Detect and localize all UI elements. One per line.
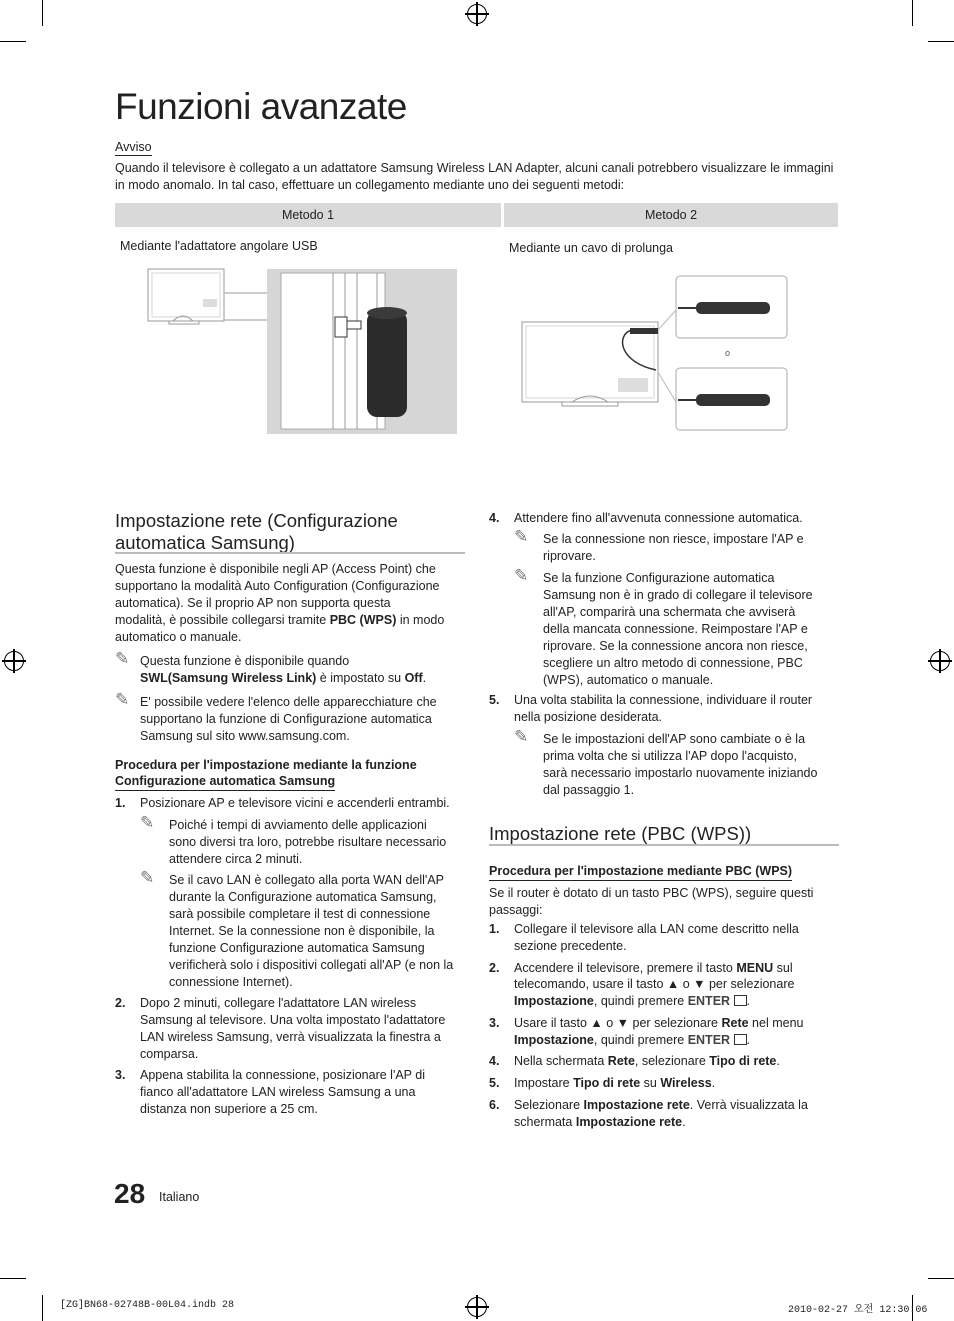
left-heading-line2: automatica Samsung) bbox=[115, 532, 295, 553]
step-text: Attendere fino all'avvenuta connessione automatica. bbox=[514, 511, 803, 525]
step-text: schermata Impostazione rete. bbox=[514, 1115, 686, 1129]
note-icon: ✎ bbox=[514, 727, 529, 746]
step-number: 2. bbox=[115, 996, 126, 1010]
step-number: 4. bbox=[489, 1054, 500, 1068]
pbc-intro: Se il router è dotato di un tasto PBC (WPS), seguire questi bbox=[489, 886, 814, 900]
step-number: 5. bbox=[489, 693, 500, 707]
step-text: Samsung al televisore. Una volta impostato l'adattatore bbox=[140, 1013, 446, 1027]
step-number: 2. bbox=[489, 961, 500, 975]
step-text: comparsa. bbox=[140, 1047, 199, 1061]
step-text: Selezionare Impostazione rete. Verrà visualizzata la bbox=[514, 1098, 808, 1112]
step-text: telecomando, usare il tasto ▲ o ▼ per selezionare bbox=[514, 977, 795, 991]
note-line: sarà necessario impostarlo nuovamente iniziando bbox=[543, 766, 818, 780]
enter-icon bbox=[734, 1034, 747, 1045]
registration-mark-icon bbox=[930, 651, 950, 671]
step-text: Appena stabilita la connessione, posizionare l'AP di bbox=[140, 1068, 425, 1082]
step-text: Posizionare AP e televisore vicini e accenderli entrambi. bbox=[140, 796, 450, 810]
note-line: durante la Configurazione automatica Samsung, bbox=[169, 890, 437, 904]
note-line: Poiché i tempi di avviamento delle applicazioni bbox=[169, 818, 427, 832]
note-line: Samsung non è in grado di collegare il televisore bbox=[543, 588, 813, 602]
intro-line: Questa funzione è disponibile negli AP (Access Point) che bbox=[115, 562, 436, 576]
left-heading-line1: Impostazione rete (Configurazione bbox=[115, 510, 398, 531]
avviso-heading: Avviso bbox=[115, 140, 152, 154]
step-text: Una volta stabilita la connessione, individuare il router bbox=[514, 693, 813, 707]
step-number: 3. bbox=[489, 1016, 500, 1030]
note-icon: ✎ bbox=[514, 566, 529, 585]
step-text: nella posizione desiderata. bbox=[514, 710, 663, 724]
date-info: 2010-02-27 오전 12:30:06 bbox=[788, 1305, 928, 1316]
step-text: Accendere il televisore, premere il tasto MENU sul bbox=[514, 961, 793, 975]
page-number: 28 bbox=[114, 1178, 146, 1209]
note-line: sarà possibile completare il test di connessione bbox=[169, 907, 431, 921]
method-2-header: Metodo 2 bbox=[504, 203, 838, 227]
step-text: sezione precedente. bbox=[514, 939, 627, 953]
note-line: Questa funzione è disponibile quando bbox=[140, 654, 350, 668]
registration-mark-icon bbox=[467, 4, 487, 24]
step-text: Impostare Tipo di rete su Wireless. bbox=[514, 1076, 716, 1090]
footer-language: Italiano bbox=[159, 1190, 200, 1204]
note-line: connessione Internet). bbox=[169, 975, 293, 989]
page-title: Funzioni avanzate bbox=[115, 86, 407, 127]
note-line: E' possibile vedere l'elenco delle apparecchiature che bbox=[140, 695, 437, 709]
heading-rule bbox=[489, 844, 839, 846]
step-text: distanza non superiore a 25 cm. bbox=[140, 1102, 318, 1116]
step-number: 1. bbox=[489, 922, 500, 936]
step-number: 5. bbox=[489, 1076, 500, 1090]
note-line: verificherà solo i dispositivi collegati all'AP (e non la bbox=[169, 958, 454, 972]
step-text: LAN wireless Samsung, verrà visualizzata la finestra a bbox=[140, 1030, 441, 1044]
step-text: Collegare il televisore alla LAN come descritto nella bbox=[514, 922, 799, 936]
note-line: riprovare. bbox=[543, 549, 596, 563]
method-1-header: Metodo 1 bbox=[115, 203, 501, 227]
note-line: Se la connessione non riesce, impostare l'AP e bbox=[543, 532, 804, 546]
step-text: Usare il tasto ▲ o ▼ per selezionare Rete nel menu bbox=[514, 1016, 804, 1030]
step-text: Impostazione, quindi premere ENTER . bbox=[514, 1033, 751, 1047]
note-icon: ✎ bbox=[140, 813, 155, 832]
note-line: riprovare. Se la connessione ancora non riesce, bbox=[543, 639, 808, 653]
note-line: all'AP, comparirà una schermata che avviserà bbox=[543, 605, 796, 619]
note-line: (WPS), automatico o manuale. bbox=[543, 673, 714, 687]
note-icon: ✎ bbox=[115, 690, 130, 709]
note-line: funzione Configurazione automatica Samsung bbox=[169, 941, 425, 955]
note-line: supportano la funzione di Configurazione automatica bbox=[140, 712, 432, 726]
note-line: attendere circa 2 minuti. bbox=[169, 852, 303, 866]
enter-icon bbox=[734, 995, 747, 1006]
note-line: Se le impostazioni dell'AP sono cambiate o è la bbox=[543, 732, 806, 746]
pbc-heading: Impostazione rete (PBC (WPS)) bbox=[489, 823, 752, 844]
step-number: 3. bbox=[115, 1068, 126, 1082]
proc-heading-line2: Configurazione automatica Samsung bbox=[115, 773, 335, 791]
note-line: sono diversi tra loro, potrebbe risultare necessario bbox=[169, 835, 447, 849]
intro-line: automatica). Se il proprio AP non supporta questa bbox=[115, 596, 391, 610]
note-icon: ✎ bbox=[140, 868, 155, 887]
note-icon: ✎ bbox=[115, 649, 130, 668]
registration-mark-icon bbox=[4, 651, 24, 671]
method-1-illustration bbox=[145, 265, 460, 437]
step-number: 6. bbox=[489, 1098, 500, 1112]
step-text: Nella schermata Rete, selezionare Tipo di rete. bbox=[514, 1054, 780, 1068]
file-info: [ZG]BN68-02748B-00L04.indb 28 bbox=[60, 1300, 235, 1311]
note-line: della mancata connessione. Reimpostare l'AP e bbox=[543, 622, 808, 636]
avviso-text: Quando il televisore è collegato a un adattatore Samsung Wireless LAN Adapter, alcuni canali potrebbero visualizzare le immagini in modo anomalo. In tal caso, effettuare un collegamento mediante uno dei seguenti metodi: bbox=[115, 161, 834, 192]
note-line: dal passaggio 1. bbox=[543, 783, 635, 797]
pbc-intro: passaggi: bbox=[489, 903, 543, 917]
note-line: Internet. Se la connessione non è disponibile, la bbox=[169, 924, 435, 938]
note-line: Se il cavo LAN è collegato alla porta WAN dell'AP bbox=[169, 873, 444, 887]
note-line: SWL(Samsung Wireless Link) è impostato su Off. bbox=[140, 671, 427, 685]
method-2-caption: Mediante un cavo di prolunga bbox=[509, 241, 674, 255]
step-number: 1. bbox=[115, 796, 126, 810]
method-1-caption: Mediante l'adattatore angolare USB bbox=[120, 239, 318, 253]
registration-mark-icon bbox=[467, 1297, 487, 1317]
pbc-proc-heading: Procedura per l'impostazione mediante PBC (WPS) bbox=[489, 863, 792, 881]
method-2-illustration bbox=[520, 272, 792, 434]
proc-heading-line1: Procedura per l'impostazione mediante la funzione bbox=[115, 758, 417, 772]
heading-rule bbox=[115, 552, 465, 554]
intro-line: supportano la modalità Auto Configuration (Configurazione bbox=[115, 579, 440, 593]
intro-line: modalità, è possibile collegarsi tramite PBC (WPS) in modo bbox=[115, 613, 445, 627]
step-number: 4. bbox=[489, 511, 500, 525]
note-line: Samsung sul sito www.samsung.com. bbox=[140, 729, 350, 743]
or-label: o bbox=[725, 348, 731, 358]
note-line: prima volta che si utilizza l'AP dopo l'acquisto, bbox=[543, 749, 797, 763]
step-text: Impostazione, quindi premere ENTER . bbox=[514, 994, 751, 1008]
intro-line: automatico o manuale. bbox=[115, 630, 242, 644]
note-line: Se la funzione Configurazione automatica bbox=[543, 571, 775, 585]
note-line: scegliere un altro metodo di connessione, PBC bbox=[543, 656, 803, 670]
step-text: fianco all'adattatore LAN wireless Samsung a una bbox=[140, 1085, 416, 1099]
step-text: Dopo 2 minuti, collegare l'adattatore LAN wireless bbox=[140, 996, 417, 1010]
note-icon: ✎ bbox=[514, 527, 529, 546]
